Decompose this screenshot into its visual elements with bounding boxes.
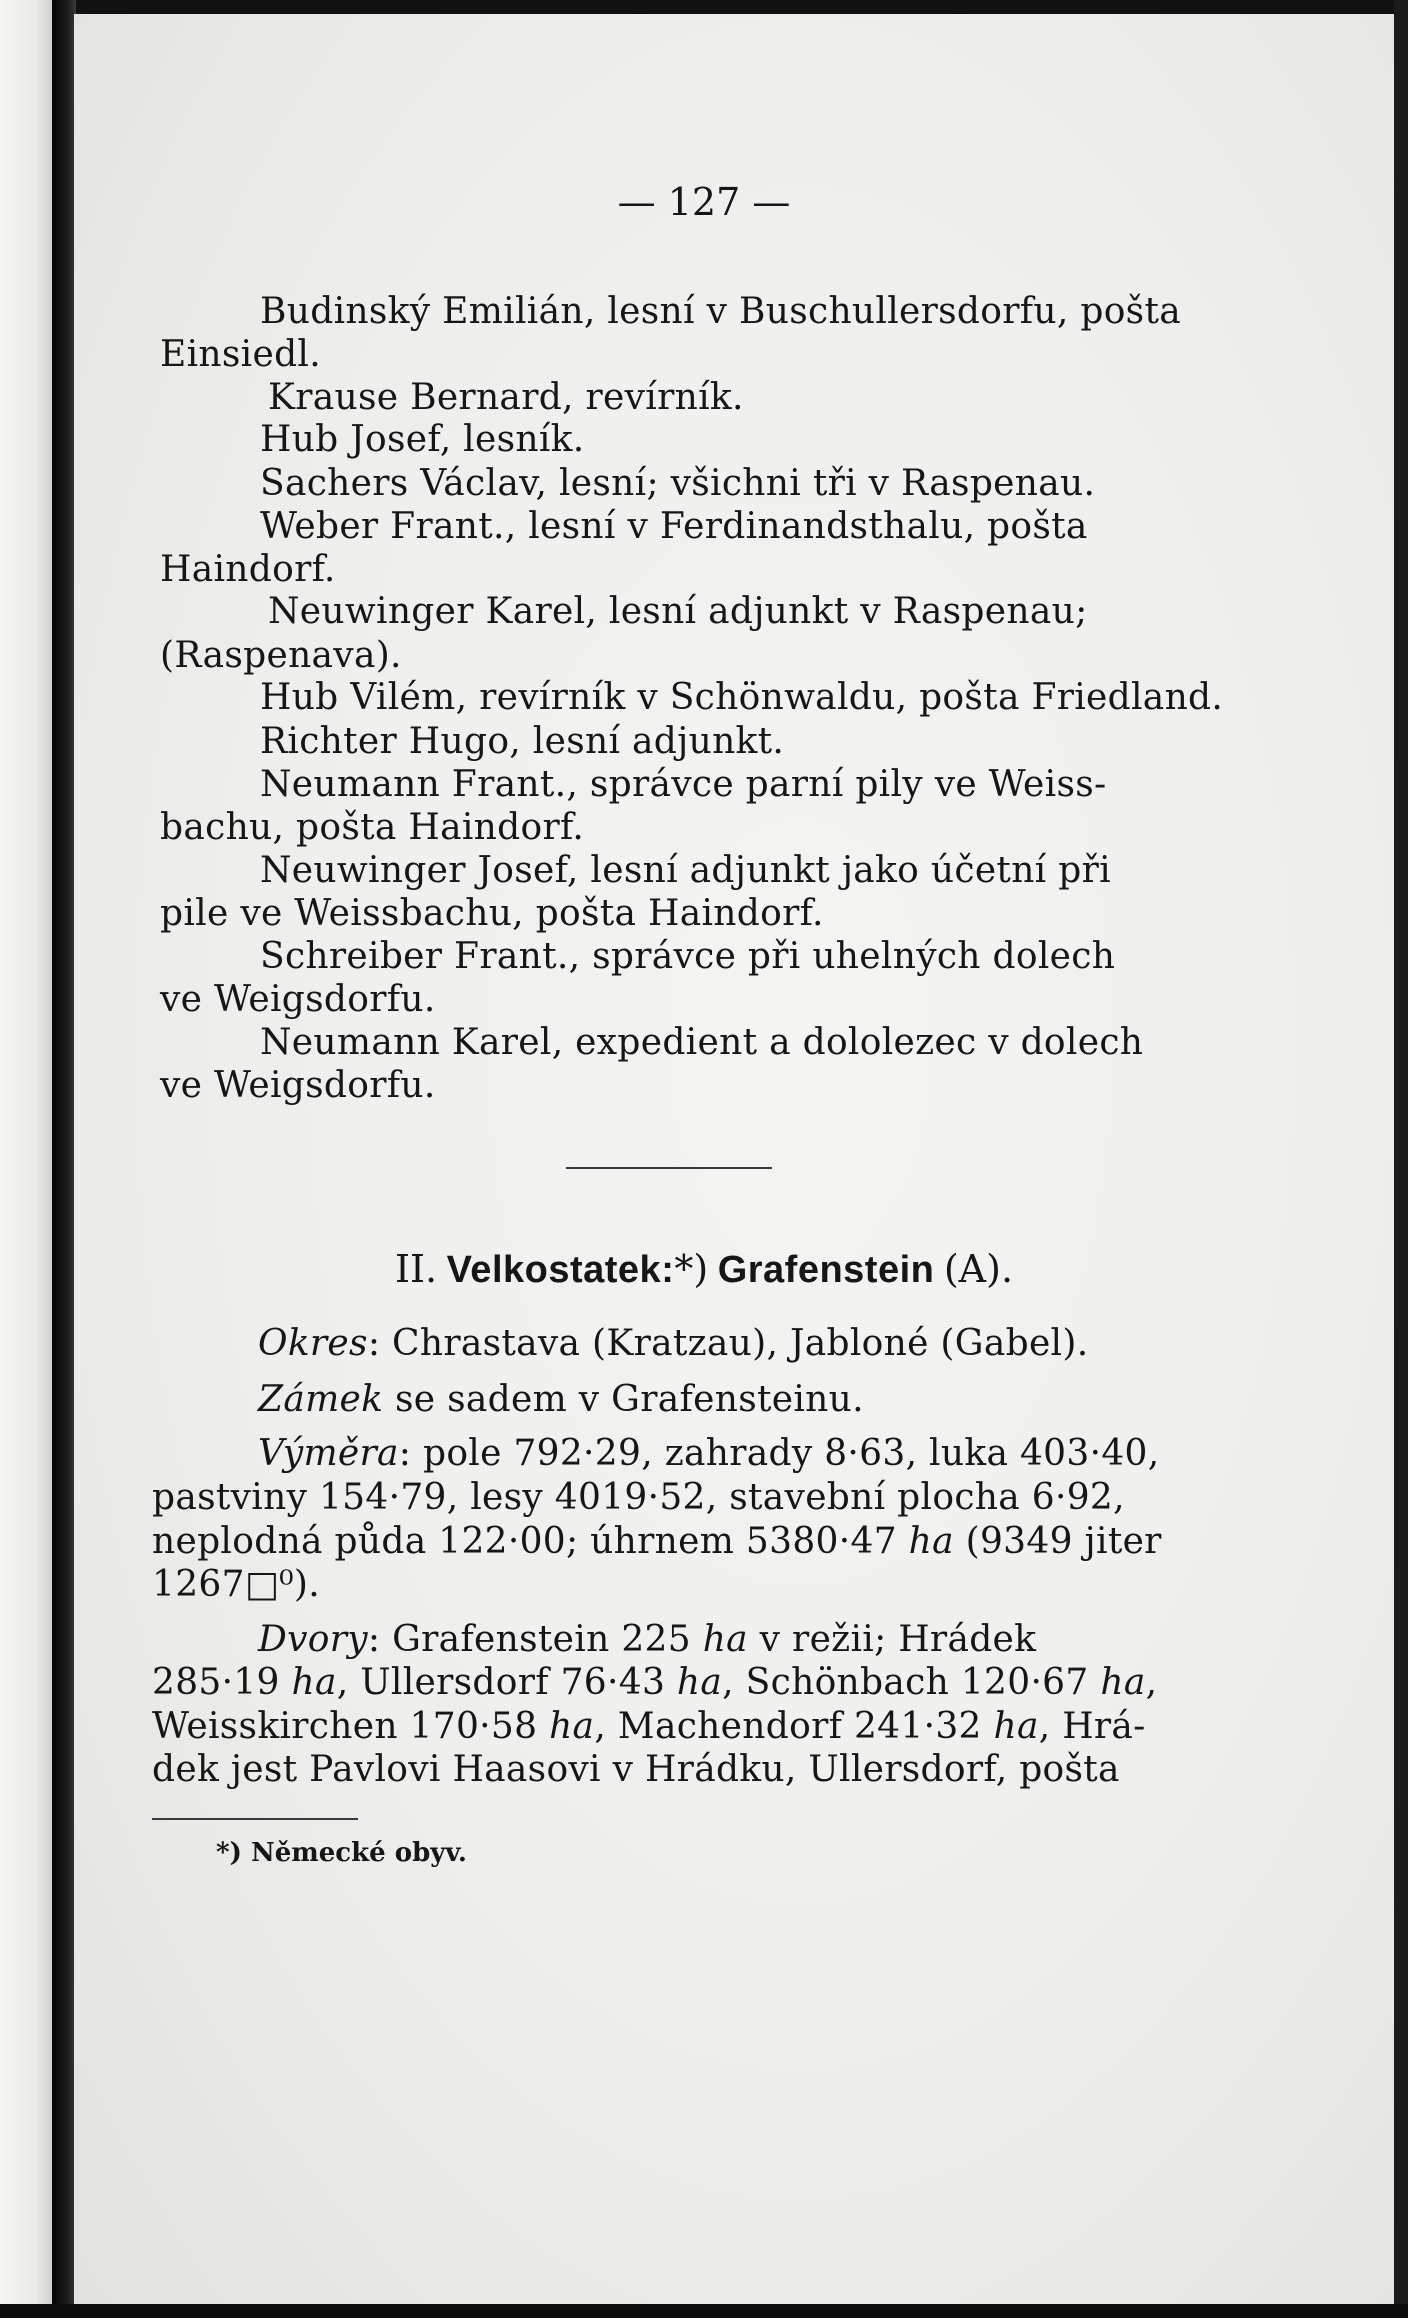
dvory-line — [152, 1661, 1157, 1704]
unit-ha: ha — [676, 1662, 723, 1703]
text-line: Budinský Emilián, lesní v Buschullersdorfu, pošta — [260, 291, 1181, 332]
text-line: pile ve Weissbachu, pošta Haindorf. — [160, 893, 824, 934]
okres-label: Okres — [258, 1323, 368, 1364]
unit-ha: ha — [1100, 1662, 1146, 1703]
zamek-text: se sadem v Grafensteinu. — [383, 1379, 864, 1420]
footnote-marker: *) — [674, 1247, 709, 1291]
dvory-text: v režii; Hrádek — [747, 1619, 1037, 1660]
scan-border-bottom — [0, 2304, 1408, 2318]
zamek-line — [258, 1378, 864, 1421]
dvory-text: Weisskirchen 170·58 — [152, 1706, 550, 1747]
section-label: Velkostatek: — [446, 1249, 675, 1291]
dvory-line — [258, 1618, 1036, 1661]
unit-ha: ha — [549, 1706, 595, 1747]
dvory-text: , Schönbach 120·67 — [722, 1662, 1101, 1703]
dvory-text: , Hrá- — [1038, 1706, 1146, 1747]
text-line: Neuwinger Karel, lesní adjunkt v Raspenau; — [268, 591, 1088, 632]
text-line: Schreiber Frant., správce při uhelných dolech — [260, 936, 1116, 977]
vymera-line: 1267□⁰). — [152, 1564, 320, 1605]
scan-border-right — [1394, 0, 1408, 2318]
text-line: Einsiedl. — [160, 334, 321, 375]
text-line: Haindorf. — [160, 549, 336, 590]
okres-line — [258, 1322, 1088, 1365]
text-line: Hub Josef, lesník. — [260, 419, 585, 460]
unit-ha: ha — [908, 1521, 954, 1562]
dvory-text: , Ullersdorf 76·43 — [336, 1662, 677, 1703]
dvory-text: , Machendorf 241·32 — [594, 1706, 994, 1747]
text-line: Krause Bernard, revírník. — [268, 377, 744, 418]
unit-ha: ha — [291, 1662, 337, 1703]
dvory-line — [152, 1705, 1146, 1748]
unit-ha: ha — [993, 1706, 1039, 1747]
section-letter: (A). — [943, 1247, 1014, 1291]
text-line: (Raspenava). — [160, 635, 402, 676]
vymera-line: pastviny 154·79, lesy 4019·52, stavební plocha 6·92, — [152, 1477, 1125, 1518]
footnote-rule — [152, 1818, 358, 1820]
vymera-line — [258, 1432, 1160, 1475]
okres-text: : Chrastava (Kratzau), Jabloné (Gabel). — [367, 1323, 1089, 1364]
text-line: Hub Vilém, revírník v Schönwaldu, pošta Friedland. — [260, 677, 1224, 718]
vymera-text: neplodná půda 122·00; úhrnem 5380·47 — [152, 1521, 909, 1562]
previous-page-edge — [0, 0, 52, 2318]
book-gutter — [52, 0, 76, 2318]
text-line: Neumann Karel, expedient a dololezec v dolech — [260, 1022, 1144, 1063]
vymera-text: : pole 792·29, zahrady 8·63, luka 403·40, — [398, 1433, 1160, 1474]
text-line: bachu, pošta Haindorf. — [160, 807, 585, 848]
text-line: Neuwinger Josef, lesní adjunkt jako účetní při — [260, 850, 1111, 891]
section-number: II. — [394, 1247, 438, 1291]
footnote: *) Německé obyv. — [216, 1838, 467, 1868]
section-divider — [566, 1167, 772, 1169]
dvory-text: , — [1145, 1662, 1158, 1703]
unit-ha: ha — [702, 1619, 748, 1660]
vymera-text: (9349 jiter — [953, 1521, 1162, 1562]
text-line: Sachers Václav, lesní; všichni tři v Raspenau. — [260, 463, 1096, 504]
dvory-text: 285·19 — [152, 1662, 292, 1703]
zamek-label: Zámek — [258, 1379, 384, 1420]
page-number: — 127 — — [617, 180, 791, 224]
text-line: Richter Hugo, lesní adjunkt. — [260, 721, 785, 762]
dvory-label: Dvory — [258, 1619, 368, 1660]
text-line: ve Weigsdorfu. — [160, 979, 436, 1020]
vymera-line — [152, 1520, 1162, 1563]
text-line: Weber Frant., lesní v Ferdinandsthalu, pošta — [260, 506, 1088, 547]
section-heading — [0, 1247, 1408, 1292]
vymera-label: Výměra — [258, 1433, 399, 1474]
dvory-text: : Grafenstein 225 — [367, 1619, 703, 1660]
dvory-line: dek jest Pavlovi Haasovi v Hrádku, Ullersdorf, pošta — [152, 1749, 1120, 1790]
estate-name: Grafenstein — [717, 1249, 935, 1291]
text-line: Neumann Frant., správce parní pily ve Weiss- — [260, 764, 1107, 805]
text-line: ve Weigsdorfu. — [160, 1065, 436, 1106]
